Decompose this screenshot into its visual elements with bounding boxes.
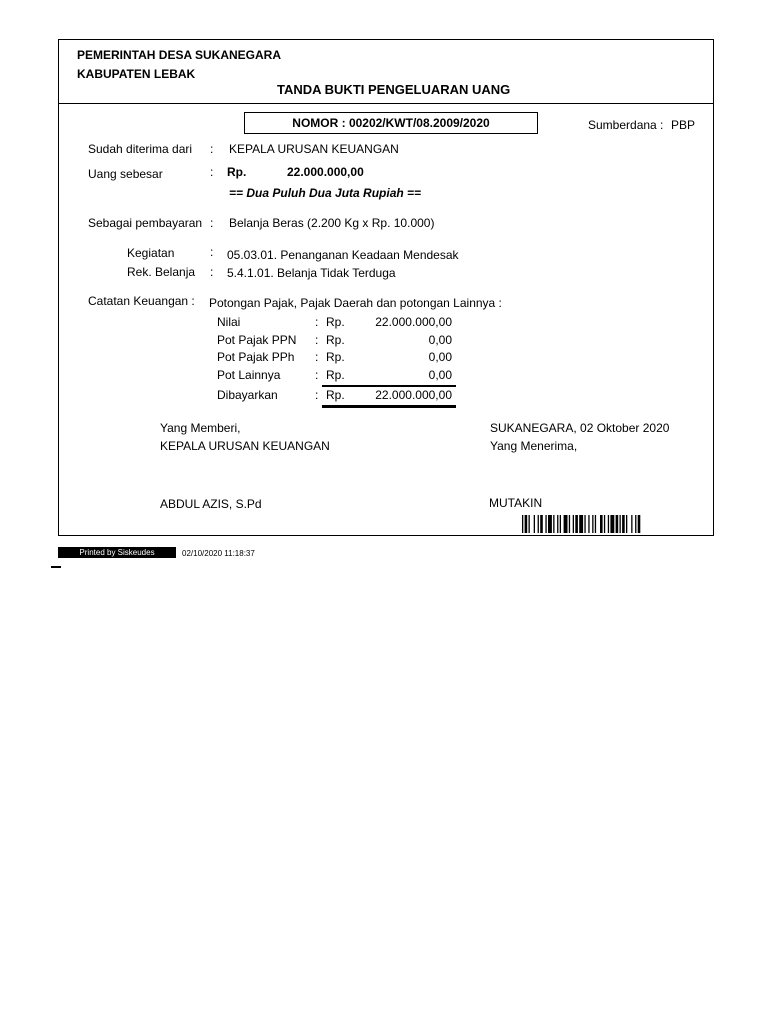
finance-row-amount: 22.000.000,00 (375, 315, 452, 329)
amount-colon: : (210, 165, 214, 179)
finance-row-label: Nilai (217, 315, 241, 329)
payment-for-colon: : (210, 216, 214, 230)
finance-row-colon: : (315, 315, 319, 329)
barcode-bar (626, 515, 627, 533)
barcode-bar (564, 515, 568, 533)
finance-row-label: Pot Pajak PPN (217, 333, 297, 347)
giver-name: ABDUL AZIS, S.Pd (160, 497, 262, 511)
finance-row-amount: 0,00 (428, 350, 452, 364)
total-bottom-rule (322, 405, 456, 408)
giver-position: KEPALA URUSAN KEUANGAN (160, 439, 330, 453)
header-divider (58, 103, 714, 104)
activity-value: 05.03.01. Penanganan Keadaan Mendesak (227, 248, 459, 262)
barcode-bar (525, 515, 528, 533)
receiver-label: Yang Menerima, (490, 439, 578, 453)
barcode-bar (573, 515, 574, 533)
barcode-bar (522, 515, 523, 533)
payment-for-label: Sebagai pembayaran (88, 216, 203, 230)
barcode-bar (553, 515, 554, 533)
barcode-bar (608, 515, 609, 533)
payment-for-value: Belanja Beras (2.200 Kg x Rp. 10.000) (229, 216, 435, 230)
sumberdana-label: Sumberdana : (588, 118, 664, 132)
finance-row-label: Pot Pajak PPh (217, 350, 295, 364)
barcode-bar (569, 515, 570, 533)
barcode-bar (538, 515, 539, 533)
barcode-bar (557, 515, 558, 533)
barcode-bar (540, 515, 543, 533)
received-from-value: KEPALA URUSAN KEUANGAN (229, 142, 399, 156)
total-amount: 22.000.000,00 (375, 388, 452, 402)
finance-row-currency: Rp. (326, 368, 345, 382)
document-title: TANDA BUKTI PENGELUARAN UANG (277, 82, 511, 97)
activity-colon: : (210, 245, 214, 259)
barcode-icon (522, 515, 700, 533)
finance-notes-description: Potongan Pajak, Pajak Daerah dan potongan Lainnya : (209, 296, 502, 310)
barcode-bar (588, 515, 589, 533)
barcode-bar (622, 515, 625, 533)
government-name: PEMERINTAH DESA SUKANEGARA (77, 48, 282, 62)
barcode-bar (600, 515, 603, 533)
amount-label: Uang sebesar (88, 167, 163, 181)
barcode-bar (545, 515, 546, 533)
barcode-bar (616, 515, 619, 533)
received-from-label: Sudah diterima dari (88, 142, 193, 156)
barcode-bar (529, 515, 530, 533)
amount-currency: Rp. (227, 165, 247, 179)
barcode-bar (620, 515, 621, 533)
finance-notes-label: Catatan Keuangan : (88, 294, 195, 308)
finance-row-currency: Rp. (326, 333, 345, 347)
finance-row-colon: : (315, 350, 319, 364)
regency-name: KABUPATEN LEBAK (77, 67, 196, 81)
finance-row-label: Pot Lainnya (217, 368, 281, 382)
finance-row-currency: Rp. (326, 350, 345, 364)
barcode-bar (579, 515, 583, 533)
finance-row-currency: Rp. (326, 315, 345, 329)
print-timestamp: 02/10/2020 11:18:37 (182, 549, 255, 558)
printed-by-label: Printed by Siskeudes (58, 547, 176, 558)
total-label: Dibayarkan (217, 388, 278, 402)
received-from-colon: : (210, 142, 214, 156)
receipt-number: NOMOR : 00202/KWT/08.2009/2020 (244, 112, 538, 134)
barcode-bar (584, 515, 585, 533)
amount-value: 22.000.000,00 (287, 165, 364, 179)
dash-mark (51, 566, 61, 568)
expense-account-value: 5.4.1.01. Belanja Tidak Terduga (227, 266, 396, 280)
finance-row-amount: 0,00 (428, 333, 452, 347)
finance-row-amount: 0,00 (428, 368, 452, 382)
barcode-bar (534, 515, 535, 533)
finance-row-colon: : (315, 368, 319, 382)
place-date: SUKANEGARA, 02 Oktober 2020 (490, 421, 670, 435)
barcode-bar (560, 515, 561, 533)
barcode-bar (635, 515, 636, 533)
total-currency: Rp. (326, 388, 345, 402)
activity-label: Kegiatan (127, 246, 175, 260)
giver-label: Yang Memberi, (160, 421, 241, 435)
barcode-bar (548, 515, 552, 533)
total-colon: : (315, 388, 319, 402)
barcode-bar (638, 515, 641, 533)
barcode-bar (610, 515, 614, 533)
finance-row-colon: : (315, 333, 319, 347)
barcode-bar (604, 515, 605, 533)
amount-in-words: == Dua Puluh Dua Juta Rupiah == (229, 186, 422, 200)
barcode-bar (631, 515, 632, 533)
total-top-rule (322, 385, 456, 387)
barcode-bar (575, 515, 578, 533)
receiver-name: MUTAKIN (489, 496, 543, 510)
expense-account-colon: : (210, 265, 214, 279)
barcode-bar (595, 515, 596, 533)
barcode-bar (592, 515, 593, 533)
sumberdana-value: PBP (671, 118, 696, 132)
expense-account-label: Rek. Belanja (127, 265, 196, 279)
